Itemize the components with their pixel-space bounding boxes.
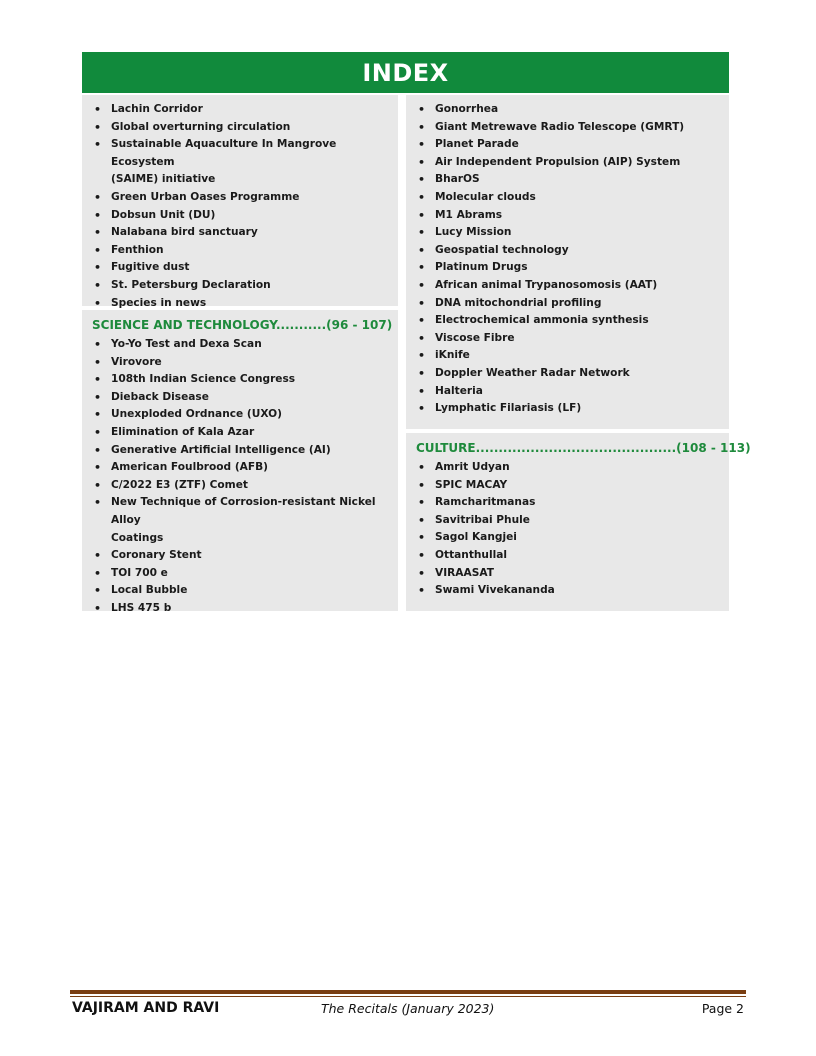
index-item: • Virovore: [82, 354, 398, 372]
index-item: • Lucy Mission: [406, 224, 729, 242]
panel-culture: [406, 433, 751, 611]
index-item: • Amrit Udyan: [406, 459, 729, 477]
index-item: Coatings: [111, 531, 164, 544]
index-item: • BharOS: [406, 171, 729, 189]
index-item: • American Foulbrood (AFB): [82, 459, 398, 477]
index-item: • Ramcharitmanas: [406, 494, 729, 512]
index-item: • Giant Metrewave Radio Telescope (GMRT): [406, 119, 729, 137]
panel-science-technology: [82, 310, 398, 614]
index-item: • Sagol Kangjei: [406, 529, 729, 547]
culture-list: [406, 459, 729, 600]
index-item: • African animal Trypanosomosis (AAT): [406, 277, 729, 295]
index-item: • C/2022 E3 (ZTF) Comet: [82, 477, 398, 495]
index-item: • Coronary Stent: [82, 547, 398, 565]
index-item: • Gonorrhea: [406, 101, 729, 119]
right-top-list: [406, 101, 729, 418]
index-item: • Elimination of Kala Azar: [82, 424, 398, 442]
index-header: [82, 52, 729, 93]
index-item: • Platinum Drugs: [406, 259, 729, 277]
index-item: • Halteria: [406, 383, 729, 401]
footer-publication: The Recitals (January 2023): [321, 1001, 495, 1016]
index-item: • Species in news: [82, 295, 398, 313]
index-item: • Planet Parade: [406, 136, 729, 154]
index-item: • Green Urban Oases Programme: [82, 189, 398, 207]
footer-rule: [70, 990, 746, 994]
index-item: • M1 Abrams: [406, 207, 729, 225]
index-item: • Yo-Yo Test and Dexa Scan: [82, 336, 398, 354]
index-item: • LHS 475 b: [82, 600, 398, 618]
index-item: • Ottanthullal: [406, 547, 729, 565]
index-item: • TOI 700 e: [82, 565, 398, 583]
index-item: • New Technique of Corrosion-resistant Nickel Alloy: [82, 494, 398, 529]
index-item: • Local Bubble: [82, 582, 398, 600]
index-item: • Viscose Fibre: [406, 330, 729, 348]
index-item: • DNA mitochondrial profiling: [406, 295, 729, 313]
index-item: • Dobsun Unit (DU): [82, 207, 398, 225]
footer-page-number: Page 2: [701, 1001, 744, 1016]
index-item: • Savitribai Phule: [406, 512, 729, 530]
index-item: • Dieback Disease: [82, 389, 398, 407]
science-section-title: SCIENCE AND TECHNOLOGY...........(96 - 107): [92, 318, 393, 332]
culture-section-title: CULTURE............................................(108 - 113): [416, 441, 751, 455]
index-item: • SPIC MACAY: [406, 477, 729, 495]
index-item: • Sustainable Aquaculture In Mangrove Ecosystem: [82, 136, 398, 171]
index-item: • Fugitive dust: [82, 259, 398, 277]
index-item: • Global overturning circulation: [82, 119, 398, 137]
index-item: • Fenthion: [82, 242, 398, 260]
index-item: • 108th Indian Science Congress: [82, 371, 398, 389]
index-item: • St. Petersburg Declaration: [82, 277, 398, 295]
index-item: (SAIME) initiative: [111, 173, 216, 186]
index-item: • Geospatial technology: [406, 242, 729, 260]
index-item: • iKnife: [406, 347, 729, 365]
index-item: • Lachin Corridor: [82, 101, 398, 119]
science-list: [82, 336, 398, 618]
panel-right-top: [406, 95, 729, 429]
index-item: • Generative Artificial Intelligence (AI): [82, 442, 398, 460]
index-item: • Swami Vivekananda: [406, 582, 729, 600]
index-item: • Doppler Weather Radar Network: [406, 365, 729, 383]
index-item: • Molecular clouds: [406, 189, 729, 207]
index-title: INDEX: [362, 58, 449, 87]
left-top-list: [82, 101, 398, 312]
index-item: • Electrochemical ammonia synthesis: [406, 312, 729, 330]
index-item: • Unexploded Ordnance (UXO): [82, 406, 398, 424]
footer-brand: VAJIRAM AND RAVI: [72, 1000, 220, 1016]
index-item: • Lymphatic Filariasis (LF): [406, 400, 729, 418]
panel-left-top: [82, 95, 398, 309]
index-item: • Nalabana bird sanctuary: [82, 224, 398, 242]
footer-rule-thin: [70, 996, 746, 997]
index-item: • Air Independent Propulsion (AIP) System: [406, 154, 729, 172]
index-item: • VIRAASAT: [406, 565, 729, 583]
